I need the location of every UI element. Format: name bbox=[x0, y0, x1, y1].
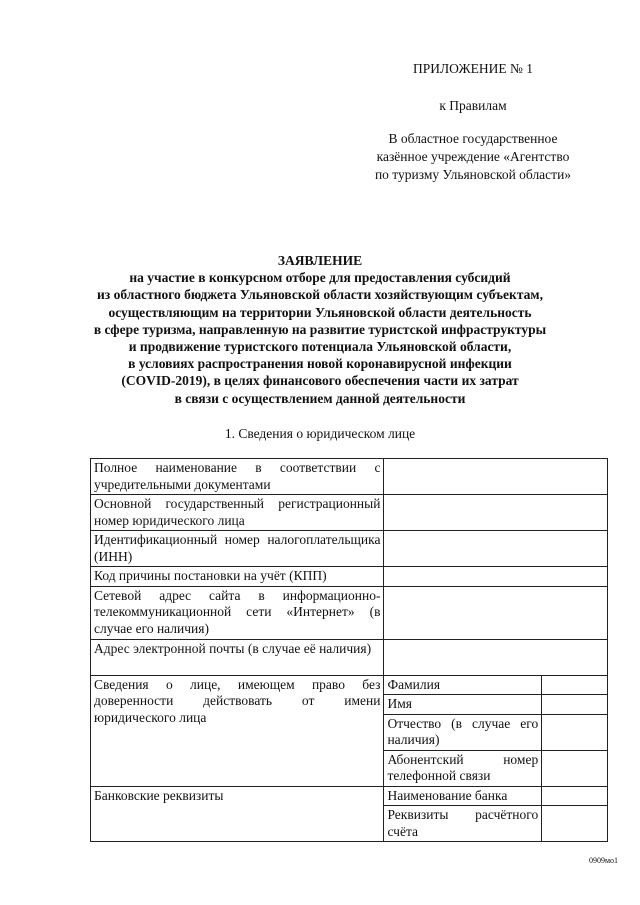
legal-entity-table bbox=[90, 458, 608, 842]
full-name-value[interactable] bbox=[384, 459, 608, 495]
account-value[interactable] bbox=[542, 806, 608, 842]
addressee-block bbox=[330, 130, 616, 184]
table-row bbox=[91, 786, 608, 806]
table-row bbox=[91, 495, 608, 531]
addressee-line: В областное государственное bbox=[388, 131, 558, 146]
email-value[interactable] bbox=[384, 639, 608, 675]
bank-details-label: Банковские реквизиты bbox=[91, 786, 384, 842]
phone-label: Абонентский номер телефонной связи bbox=[384, 750, 542, 786]
phone-value[interactable] bbox=[542, 750, 608, 786]
table-row bbox=[91, 531, 608, 567]
bank-name-label: Наименование банка bbox=[384, 786, 542, 806]
table-row bbox=[91, 459, 608, 495]
surname-value[interactable] bbox=[542, 675, 608, 695]
document-title bbox=[60, 252, 580, 407]
addressee-line: по туризму Ульяновской области» bbox=[374, 167, 572, 182]
authorized-person-label: Сведения о лице, имеющем право без доверенности действовать от имени юридического лица bbox=[91, 675, 384, 786]
surname-label: Фамилия bbox=[384, 675, 542, 695]
title-line: в условиях распространения новой коронавирусной инфекции bbox=[128, 356, 512, 372]
to-rules-label: к Правилам bbox=[439, 98, 507, 113]
inn-label: Идентификационный номер налогоплательщика (ИНН) bbox=[91, 531, 384, 567]
title-line: из областного бюджета Ульяновской области хозяйствующим субъектам, bbox=[97, 287, 543, 303]
patronymic-value[interactable] bbox=[542, 714, 608, 750]
account-label: Реквизиты расчётного счёта bbox=[384, 806, 542, 842]
title-line: в связи с осуществлением данной деятельности bbox=[174, 390, 466, 406]
appendix-label: ПРИЛОЖЕНИЕ № 1 bbox=[412, 61, 534, 76]
ogrn-value[interactable] bbox=[384, 495, 608, 531]
table-row bbox=[91, 567, 608, 587]
kpp-value[interactable] bbox=[384, 567, 608, 587]
kpp-label: Код причины постановки на учёт (КПП) bbox=[91, 567, 384, 587]
bank-name-value[interactable] bbox=[542, 786, 608, 806]
ogrn-label: Основной государственный регистрационный номер юридического лица bbox=[91, 495, 384, 531]
table-row bbox=[91, 675, 608, 695]
inn-value[interactable] bbox=[384, 531, 608, 567]
name-value[interactable] bbox=[542, 695, 608, 715]
title-line: осуществляющим на территории Ульяновской области деятельность bbox=[108, 304, 532, 320]
table-row bbox=[91, 586, 608, 639]
email-label: Адрес электронной почты (в случае её наличия) bbox=[91, 639, 384, 675]
title-line: (COVID-2019), в целях финансового обеспечения части их затрат bbox=[121, 373, 519, 389]
section-title: 1. Сведения о юридическом лице bbox=[224, 426, 416, 441]
title-line: и продвижение туристского потенциала Ульяновской области, bbox=[128, 339, 512, 355]
addressee-line: казённое учреждение «Агентство bbox=[376, 149, 570, 164]
full-name-label: Полное наименование в соответствии с учредительными документами bbox=[91, 459, 384, 495]
website-label: Сетевой адрес сайта в информационно-телекоммуникационной сети «Интернет» (в случае его наличия) bbox=[91, 586, 384, 639]
table-row bbox=[91, 639, 608, 675]
patronymic-label: Отчество (в случае его наличия) bbox=[384, 714, 542, 750]
title-heading: ЗАЯВЛЕНИЕ bbox=[277, 253, 363, 268]
title-line: в сфере туризма, направленную на развитие туристской инфраструктуры bbox=[93, 321, 547, 337]
website-value[interactable] bbox=[384, 586, 608, 639]
name-label: Имя bbox=[384, 695, 542, 715]
document-code: 0909мо1 bbox=[588, 856, 618, 865]
title-line: на участие в конкурсном отборе для предоставления субсидий bbox=[129, 270, 511, 286]
